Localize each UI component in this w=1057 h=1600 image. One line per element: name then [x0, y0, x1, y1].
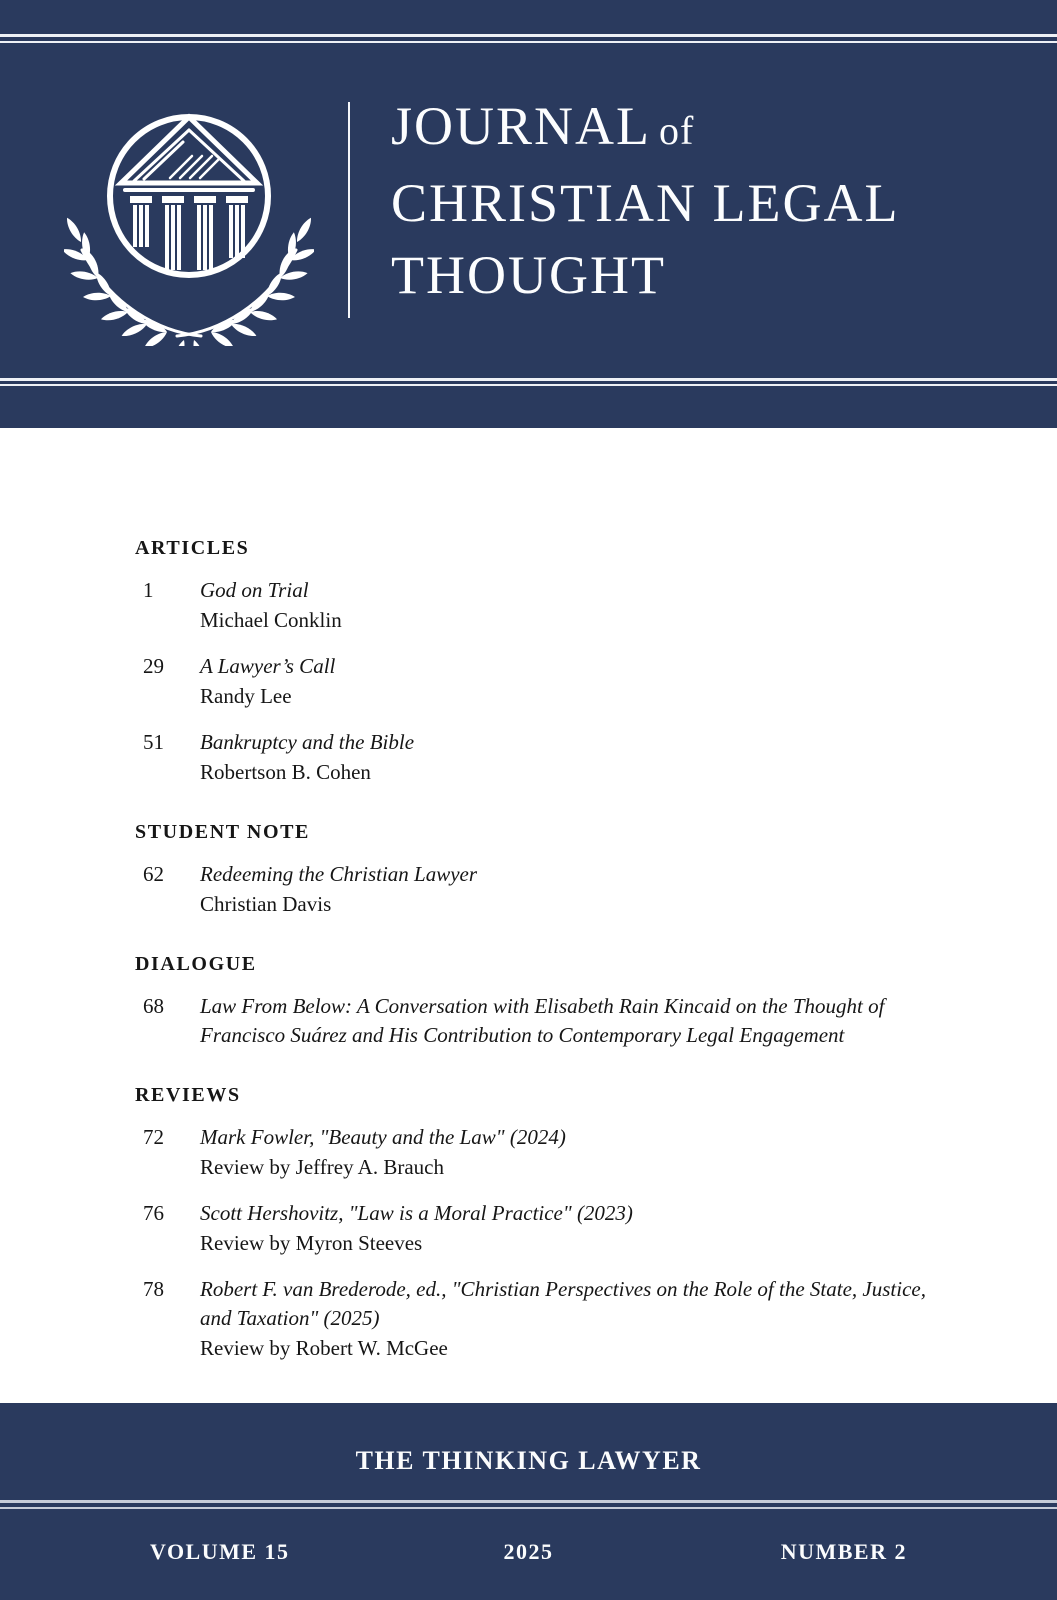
- entry-text: [200, 1275, 947, 1363]
- entry-text: [200, 652, 947, 711]
- masthead-divider: [348, 102, 350, 318]
- masthead: [0, 0, 1057, 428]
- entry-author: Review by Myron Steeves: [200, 1231, 423, 1255]
- entry-author: Michael Conklin: [200, 608, 342, 632]
- volume-label: VOLUME 15: [150, 1539, 290, 1564]
- entry-title: Bankruptcy and the Bible: [200, 730, 415, 754]
- footer: [0, 1403, 1057, 1600]
- entry-author: Randy Lee: [200, 684, 292, 708]
- toc-section: [135, 537, 947, 787]
- entry-title: A Lawyer’s Call: [200, 654, 336, 678]
- volume-row: [0, 1539, 1057, 1565]
- toc-entry: [135, 576, 947, 635]
- toc-section: [135, 1084, 947, 1363]
- temple-laurel-logo-icon: [64, 92, 314, 346]
- title-line-2: CHRISTIAN LEGAL: [391, 173, 900, 233]
- section-heading: REVIEWS: [135, 1084, 241, 1106]
- footer-double-rule: [0, 1500, 1057, 1509]
- top-double-rule-1: [0, 34, 1057, 37]
- page-number: 1: [143, 578, 154, 602]
- masthead-bottom-rule-2: [0, 384, 1057, 386]
- page-number: 51: [143, 730, 164, 754]
- entry-text: [200, 992, 947, 1050]
- journal-title: [391, 90, 899, 311]
- page-number: 62: [143, 862, 164, 886]
- title-line-3: THOUGHT: [391, 245, 666, 305]
- entry-title: Redeeming the Christian Lawyer: [200, 862, 478, 886]
- entry-title: Law From Below: A Conversation with Elisabeth Rain Kincaid on the Thought of Francisco Suárez and His Contribution to Contemporary Legal Engagement: [200, 994, 885, 1047]
- table-of-contents: [135, 537, 947, 1397]
- entry-author: Review by Robert W. McGee: [200, 1336, 448, 1360]
- toc-entry: [135, 860, 947, 919]
- entry-author: Christian Davis: [200, 892, 332, 916]
- entry-text: [200, 1123, 947, 1182]
- page-number: 72: [143, 1125, 164, 1149]
- section-heading: DIALOGUE: [135, 953, 257, 975]
- tagline: THE THINKING LAWYER: [355, 1446, 702, 1475]
- toc-entry: [135, 1123, 947, 1182]
- entry-text: [200, 1199, 947, 1258]
- entry-text: [200, 728, 947, 787]
- entry-author: Robertson B. Cohen: [200, 760, 371, 784]
- entry-text: [200, 576, 947, 635]
- section-heading: ARTICLES: [135, 537, 250, 559]
- toc-entry: [135, 728, 947, 787]
- page-number: 29: [143, 654, 164, 678]
- title-line-1: JOURNAL of: [391, 96, 695, 156]
- entry-text: [200, 860, 947, 919]
- toc-entry: [135, 1199, 947, 1258]
- toc-entry: [135, 652, 947, 711]
- toc-entry: [135, 1275, 947, 1363]
- toc-entry: [135, 992, 947, 1050]
- entry-title: God on Trial: [200, 578, 309, 602]
- entry-title: Scott Hershovitz, "Law is a Moral Practice" (2023): [200, 1201, 633, 1225]
- number-label: NUMBER 2: [780, 1539, 907, 1564]
- toc-section: [135, 821, 947, 919]
- entry-author: Review by Jeffrey A. Brauch: [200, 1155, 444, 1179]
- section-heading: STUDENT NOTE: [135, 821, 310, 843]
- page-number: 76: [143, 1201, 164, 1225]
- toc-section: [135, 953, 947, 1050]
- entry-title: Mark Fowler, "Beauty and the Law" (2024): [200, 1125, 566, 1149]
- masthead-bottom-rule-1: [0, 378, 1057, 381]
- top-double-rule-2: [0, 41, 1057, 43]
- entry-title: Robert F. van Brederode, ed., "Christian Perspectives on the Role of the State, Justice, and Taxation" (2025): [200, 1277, 926, 1330]
- page-number: 68: [143, 994, 164, 1018]
- year-label: 2025: [503, 1539, 554, 1564]
- page-number: 78: [143, 1277, 164, 1301]
